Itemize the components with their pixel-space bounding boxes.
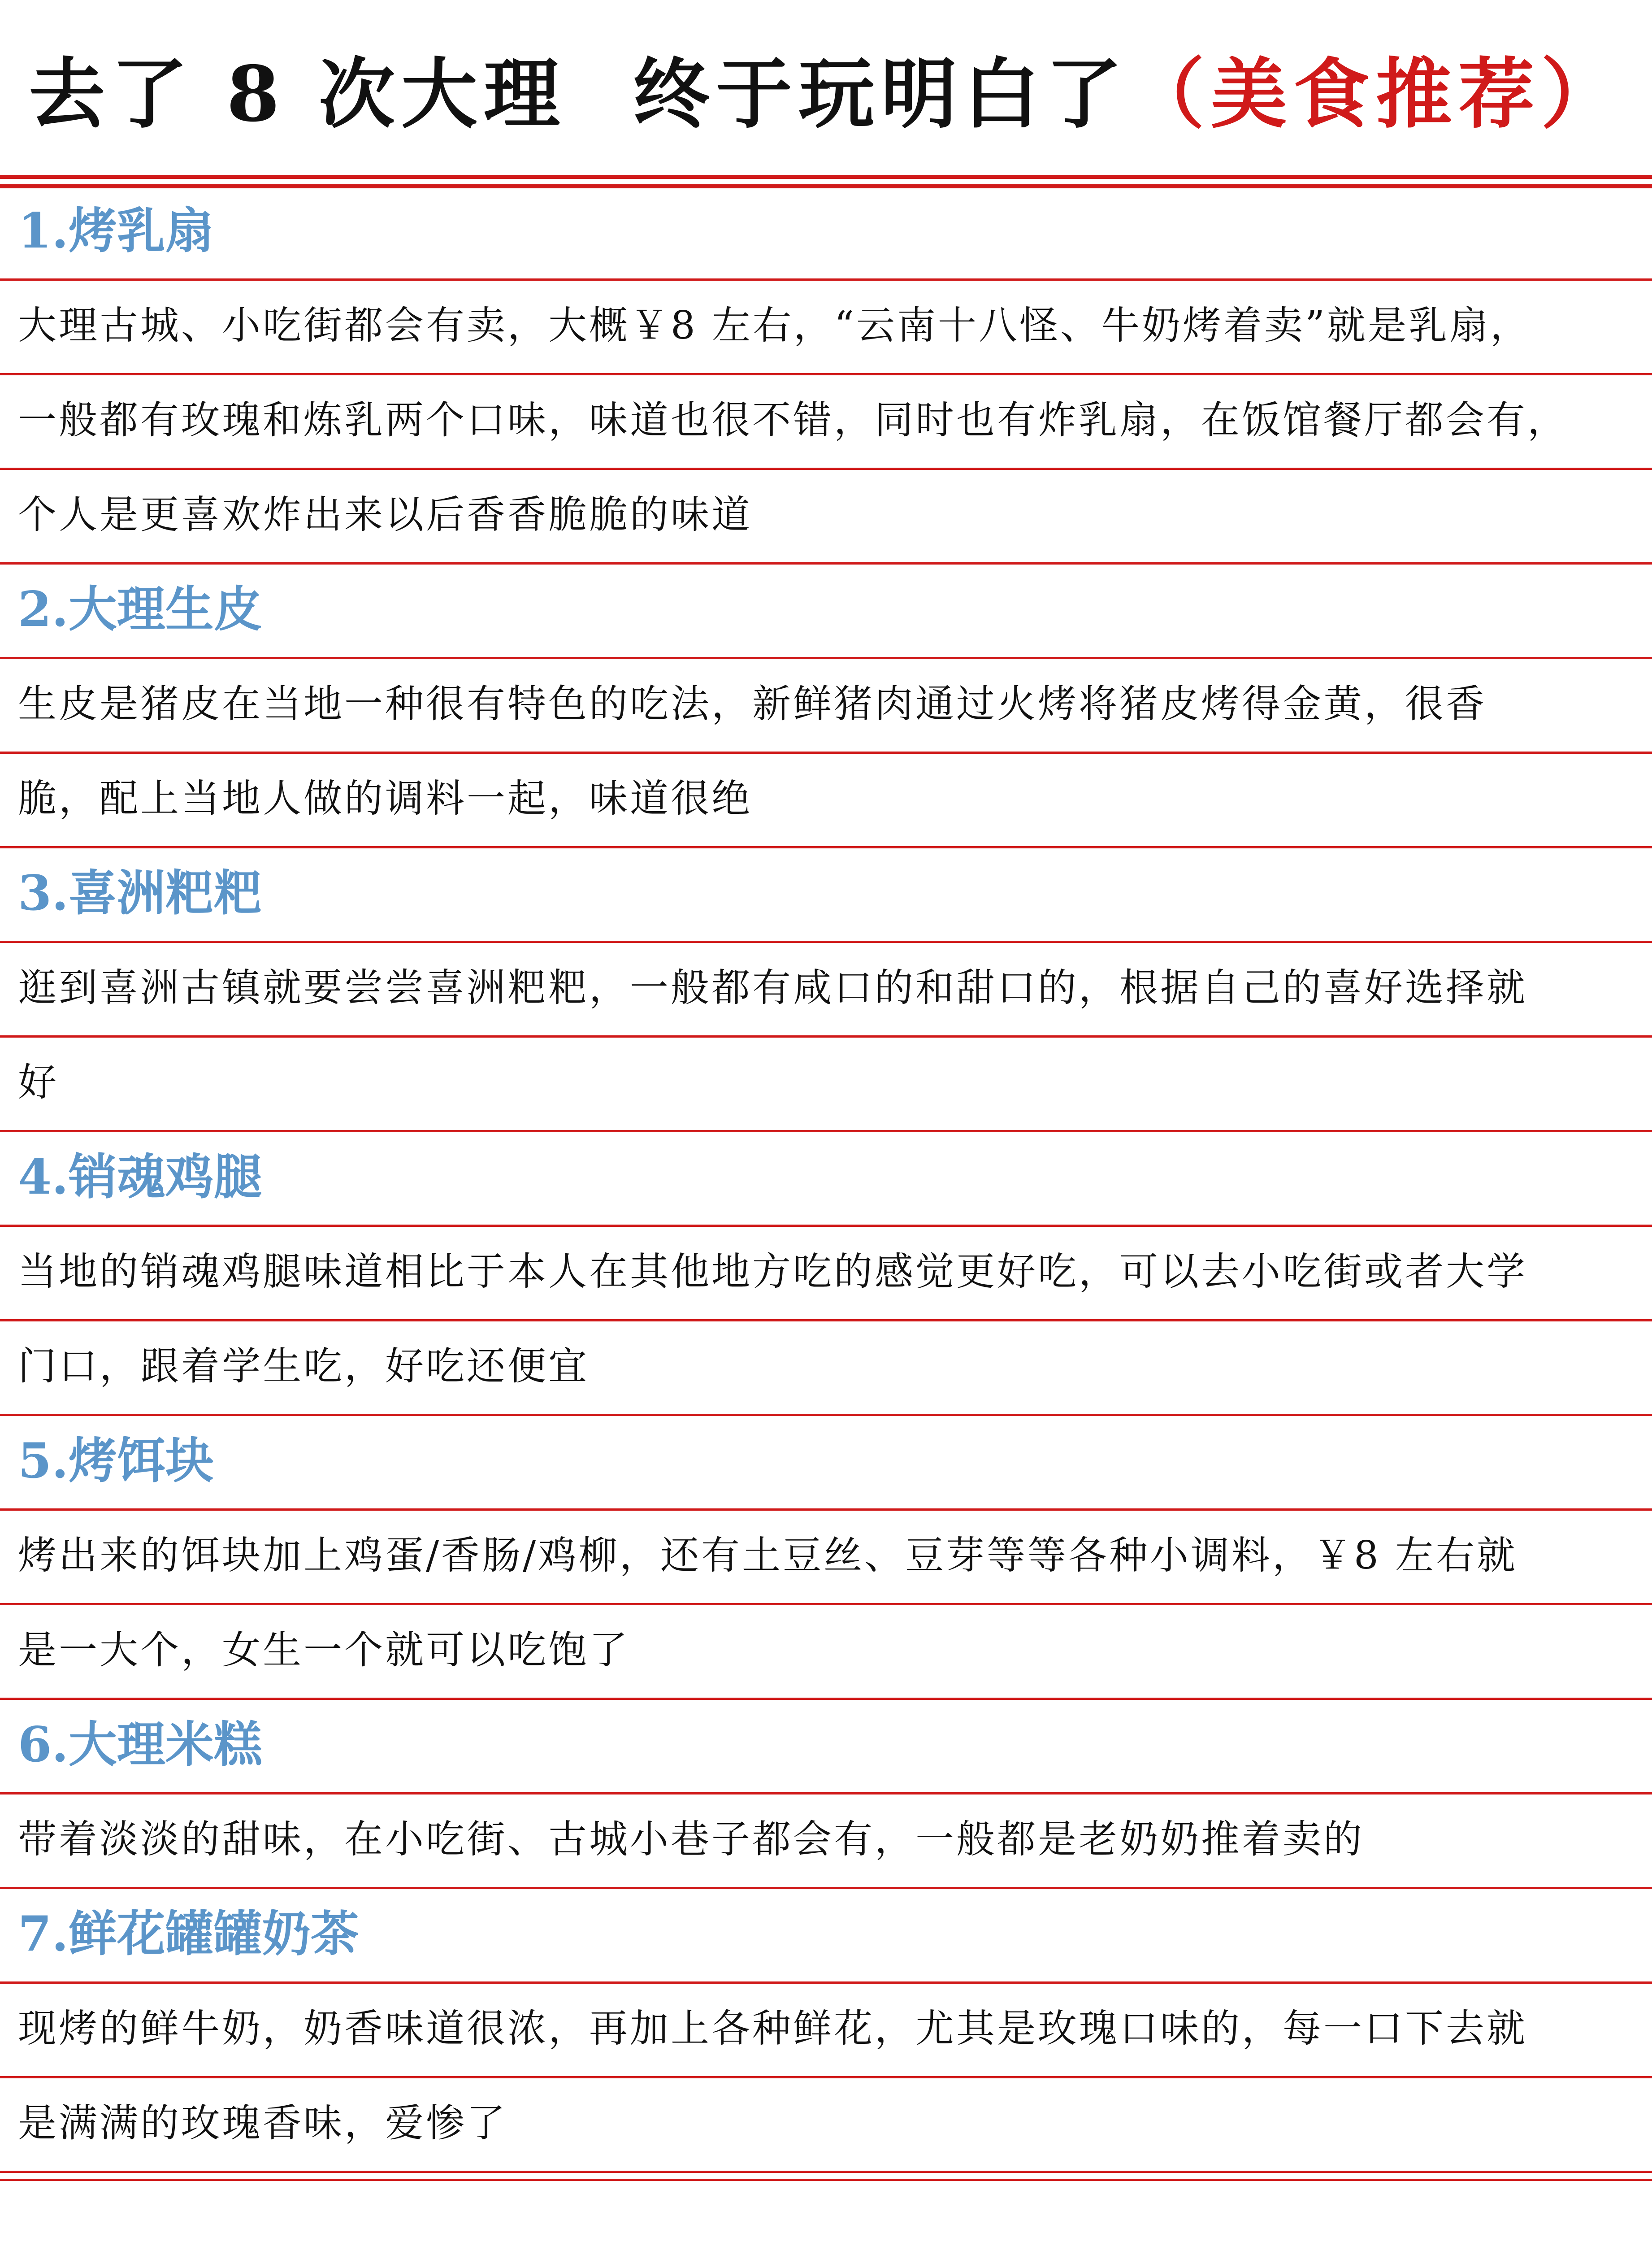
row-divider [0, 2171, 1652, 2173]
section-heading: 5.烤饵块 [18, 1433, 214, 1489]
section-text-line: 生皮是猪皮在当地一种很有特色的吃法，新鲜猪肉通过火烤将猪皮烤得金黄，很香 [18, 682, 1487, 726]
section-text-line: 门口，跟着学生吃，好吃还便宜 [18, 1344, 589, 1389]
page-title [0, 40, 1652, 148]
section-text-line: 带着淡淡的甜味，在小吃街、古城小巷子都会有，一般都是老奶奶推着卖的 [18, 1817, 1364, 1862]
section-heading: 2.大理生皮 [18, 581, 262, 638]
section-text-line: 是一大个，女生一个就可以吃饱了 [18, 1628, 630, 1673]
section-heading: 3.喜洲粑粑 [18, 865, 262, 921]
bottom-divider [0, 2179, 1652, 2181]
section-heading: 1.烤乳扇 [18, 203, 214, 259]
section-text-line: 脆，配上当地人做的调料一起，味道很绝 [18, 776, 752, 821]
section-heading: 4.销魂鸡腿 [18, 1149, 262, 1205]
section-heading: 7.鲜花罐罐奶茶 [18, 1906, 359, 1962]
title-part2: 终于玩明白了 [633, 49, 1128, 139]
section-heading: 6.大理米糕 [18, 1716, 262, 1773]
title-accent: （美食推荐） [1128, 49, 1623, 139]
section-text-line: 一般都有玫瑰和炼乳两个口味，味道也很不错，同时也有炸乳扇，在饭馆餐厅都会有， [18, 398, 1568, 443]
section-text-line: 烤出来的饵块加上鸡蛋/香肠/鸡柳，还有土豆丝、豆芽等等各种小调料，￥8 左右就 [18, 1533, 1518, 1578]
title-part1: 去了 8 次大理 [29, 49, 566, 139]
section-text-line: 当地的销魂鸡腿味道相比于本人在其他地方吃的感觉更好吃，可以去小吃街或者大学 [18, 1249, 1527, 1294]
section-text-line: 逛到喜洲古镇就要尝尝喜洲粑粑，一般都有咸口的和甜口的，根据自己的喜好选择就 [18, 965, 1527, 1010]
section-text-line: 现烤的鲜牛奶，奶香味道很浓，再加上各种鲜花，尤其是玫瑰口味的，每一口下去就 [18, 2006, 1527, 2051]
section-text-line: 好 [18, 1060, 59, 1105]
section-text-line: 是满满的玫瑰香味，爱惨了 [18, 2101, 507, 2146]
section-text-line: 大理古城、小吃街都会有卖，大概￥8 左右，“云南十八怪、牛奶烤着卖”就是乳扇， [18, 303, 1531, 348]
section-text-line: 个人是更喜欢炸出来以后香香脆脆的味道 [18, 492, 752, 537]
